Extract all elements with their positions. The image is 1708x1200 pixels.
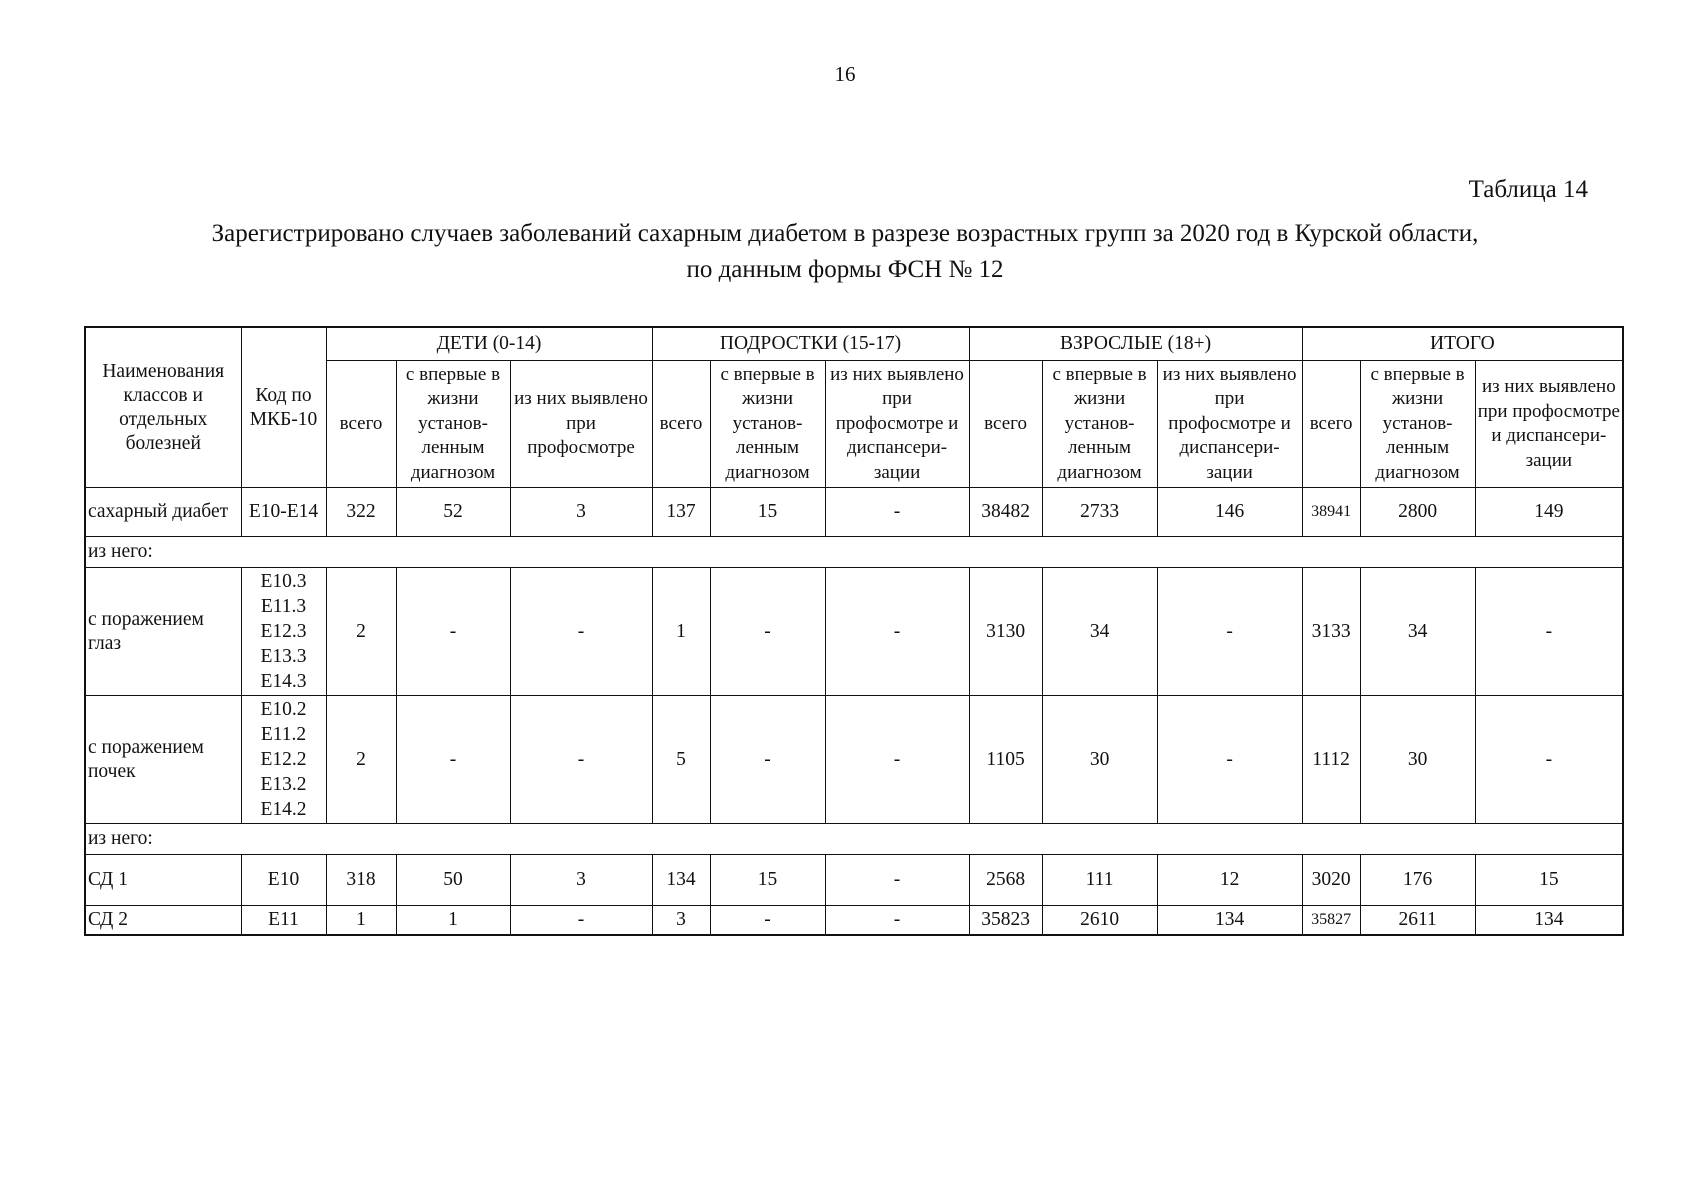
- table-cell: 3133: [1302, 568, 1360, 696]
- header-name: Наименования классов и отдельных болезней: [85, 327, 241, 488]
- row-code: Е11.3: [260, 596, 307, 617]
- table-cell: 134: [652, 855, 710, 906]
- table-cell: 2568: [969, 855, 1042, 906]
- row-code: Е13.3: [260, 646, 307, 667]
- header-first: с впервые в жизни установ-ленным диагнозом: [1360, 361, 1475, 488]
- table-cell: 34: [1042, 568, 1157, 696]
- row-code: Е11: [241, 906, 326, 936]
- table-cell: 34: [1360, 568, 1475, 696]
- row-code: Е14.3: [260, 671, 307, 692]
- table-cell: 3: [510, 855, 652, 906]
- table-cell: 3: [652, 906, 710, 936]
- header-group-adults: ВЗРОСЛЫЕ (18+): [969, 327, 1302, 361]
- row-code: Е14.2: [260, 799, 307, 820]
- table-cell: 2733: [1042, 488, 1157, 537]
- table-cell: 137: [652, 488, 710, 537]
- header-total: всего: [969, 361, 1042, 488]
- header-first: с впервые в жизни установ-ленным диагнозом: [1042, 361, 1157, 488]
- table-cell: 12: [1157, 855, 1302, 906]
- table-cell: 318: [326, 855, 396, 906]
- table-label: Таблица 14: [1468, 176, 1588, 203]
- table-row-eyes: [85, 568, 1623, 696]
- header-total: всего: [652, 361, 710, 488]
- table-row-subheading: [85, 824, 1623, 855]
- header-group-total: ИТОГО: [1302, 327, 1623, 361]
- table-cell: 35827: [1302, 906, 1360, 936]
- table-cell: 15: [710, 488, 825, 537]
- row-code: Е10-Е14: [241, 488, 326, 537]
- table-cell: -: [510, 568, 652, 696]
- row-code: Е10.3: [260, 571, 307, 592]
- row-codes: [241, 696, 326, 824]
- row-code: Е12.3: [260, 621, 307, 642]
- table-row-kidneys: [85, 696, 1623, 824]
- header-group-children: ДЕТИ (0-14): [326, 327, 652, 361]
- table-cell: 111: [1042, 855, 1157, 906]
- table-cell: 15: [710, 855, 825, 906]
- row-code: Е10: [241, 855, 326, 906]
- table-cell: -: [1157, 696, 1302, 824]
- header-first: с впервые в жизни установ-ленным диагнозом: [710, 361, 825, 488]
- table-cell: 1: [326, 906, 396, 936]
- table-cell: 149: [1475, 488, 1623, 537]
- subheading: из него:: [85, 824, 1623, 855]
- header-code: Код по МКБ-10: [241, 327, 326, 488]
- table-cell: -: [825, 568, 969, 696]
- table-cell: 38941: [1302, 488, 1360, 537]
- header-total: всего: [1302, 361, 1360, 488]
- table-cell: -: [825, 855, 969, 906]
- table-cell: -: [825, 488, 969, 537]
- table-cell: 3: [510, 488, 652, 537]
- table-row-subheading: [85, 537, 1623, 568]
- table-cell: -: [510, 696, 652, 824]
- table-cell: 35823: [969, 906, 1042, 936]
- header-total: всего: [326, 361, 396, 488]
- header-prof: из них выявлено при профосмотре и диспансери-зации: [1157, 361, 1302, 488]
- header-prof: из них выявлено при профосмотре и диспансери-зации: [1475, 361, 1623, 488]
- row-codes: [241, 568, 326, 696]
- row-name: с поражением глаз: [85, 568, 241, 696]
- table-cell: -: [710, 696, 825, 824]
- table-cell: -: [710, 906, 825, 936]
- table-row-sd1: [85, 855, 1623, 906]
- header-first: с впервые в жизни установ-ленным диагнозом: [396, 361, 510, 488]
- table-cell: 146: [1157, 488, 1302, 537]
- header-group-teens: ПОДРОСТКИ (15-17): [652, 327, 969, 361]
- table-cell: 1: [652, 568, 710, 696]
- table-cell: 1105: [969, 696, 1042, 824]
- table-cell: -: [1475, 696, 1623, 824]
- table-cell: -: [1475, 568, 1623, 696]
- table-cell: 50: [396, 855, 510, 906]
- row-name: СД 1: [85, 855, 241, 906]
- diabetes-table: [84, 326, 1624, 936]
- table-cell: 2610: [1042, 906, 1157, 936]
- table-cell: -: [825, 906, 969, 936]
- table-cell: 52: [396, 488, 510, 537]
- row-code: Е10.2: [260, 699, 307, 720]
- table-cell: 2800: [1360, 488, 1475, 537]
- table-cell: -: [1157, 568, 1302, 696]
- table-cell: 5: [652, 696, 710, 824]
- table-row-sd2: [85, 906, 1623, 936]
- row-code: Е11.2: [260, 724, 307, 745]
- table-cell: 30: [1042, 696, 1157, 824]
- title-line-1: Зарегистрировано случаев заболеваний сахарным диабетом в разрезе возрастных групп за 2020 год в Курской области,: [211, 220, 1479, 247]
- table-cell: 134: [1157, 906, 1302, 936]
- title-line-2: по данным формы ФСН № 12: [686, 256, 1004, 283]
- table-cell: -: [710, 568, 825, 696]
- table-cell: 176: [1360, 855, 1475, 906]
- table-cell: 3020: [1302, 855, 1360, 906]
- row-name: СД 2: [85, 906, 241, 936]
- table-cell: 15: [1475, 855, 1623, 906]
- table-cell: 30: [1360, 696, 1475, 824]
- table-cell: 2611: [1360, 906, 1475, 936]
- subheading: из него:: [85, 537, 1623, 568]
- header-prof: из них выявлено при профосмотре: [510, 361, 652, 488]
- table-cell: -: [825, 696, 969, 824]
- table-cell: 134: [1475, 906, 1623, 936]
- table-cell: -: [396, 568, 510, 696]
- document-title: [0, 216, 1690, 288]
- table-cell: 2: [326, 568, 396, 696]
- table-cell: 2: [326, 696, 396, 824]
- table-row-main: [85, 488, 1623, 537]
- table-cell: 3130: [969, 568, 1042, 696]
- header-row-groups: [85, 327, 1623, 361]
- table-cell: -: [396, 696, 510, 824]
- page-number: 16: [834, 62, 856, 86]
- table-cell: 38482: [969, 488, 1042, 537]
- row-code: Е13.2: [260, 774, 307, 795]
- row-name: сахарный диабет: [85, 488, 241, 537]
- table-cell: -: [510, 906, 652, 936]
- table-cell: 322: [326, 488, 396, 537]
- row-code: Е12.2: [260, 749, 307, 770]
- table-cell: 1112: [1302, 696, 1360, 824]
- row-name: с поражением почек: [85, 696, 241, 824]
- header-prof: из них выявлено при профосмотре и диспансери-зации: [825, 361, 969, 488]
- table-cell: 1: [396, 906, 510, 936]
